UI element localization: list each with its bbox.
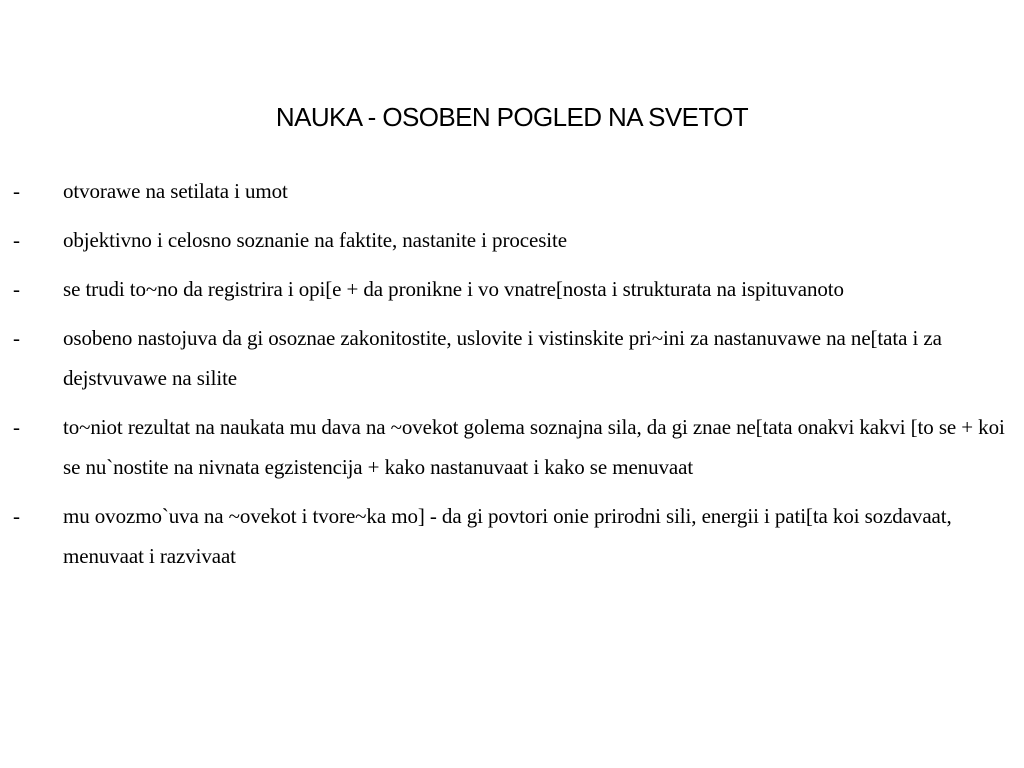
list-item-text: otvorawe na setilata i umot [63, 179, 288, 203]
list-item [0, 269, 1024, 309]
list-item-text: se trudi to~no da registrira i opi[e + da pronikne i vo vnatre[nosta i strukturata na ispituvanoto [63, 277, 844, 301]
slide-title: NAUKA - OSOBEN POGLED NA SVETOT [275, 102, 749, 132]
bullet-dash: - [13, 277, 20, 301]
list-item-text: objektivno i celosno soznanie na faktite, nastanite i procesite [63, 228, 567, 252]
bullet-dash: - [13, 228, 20, 252]
bullet-dash: - [13, 415, 20, 439]
list-item-text: to~niot rezultat na naukata mu dava na ~ovekot golema soznajna sila, da gi znae ne[tata onakvi kakvi [to se + koi se nu`nostite na nivnata egzistencija + kako nastanuvaat i kako se menuvaat [63, 415, 1005, 479]
bullet-dash: - [13, 179, 20, 203]
list-item [0, 171, 1024, 211]
list-item-text: osobeno nastojuva da gi osoznae zakonitostite, uslovite i vistinskite pri~ini za nastanuvawe na ne[tata i za dejstvuvawe na silite [63, 326, 942, 390]
bullet-dash: - [13, 504, 20, 528]
list-item [0, 318, 1024, 398]
list-item [0, 496, 1024, 576]
list-item [0, 407, 1024, 487]
bullet-dash: - [13, 326, 20, 350]
list-item-text: mu ovozmo`uva na ~ovekot i tvore~ka mo] - da gi povtori onie prirodni sili, energii i pati[ta koi sozdavaat, menuvaat i razvivaat [63, 504, 952, 568]
bullet-list [0, 171, 1024, 585]
list-item [0, 220, 1024, 260]
